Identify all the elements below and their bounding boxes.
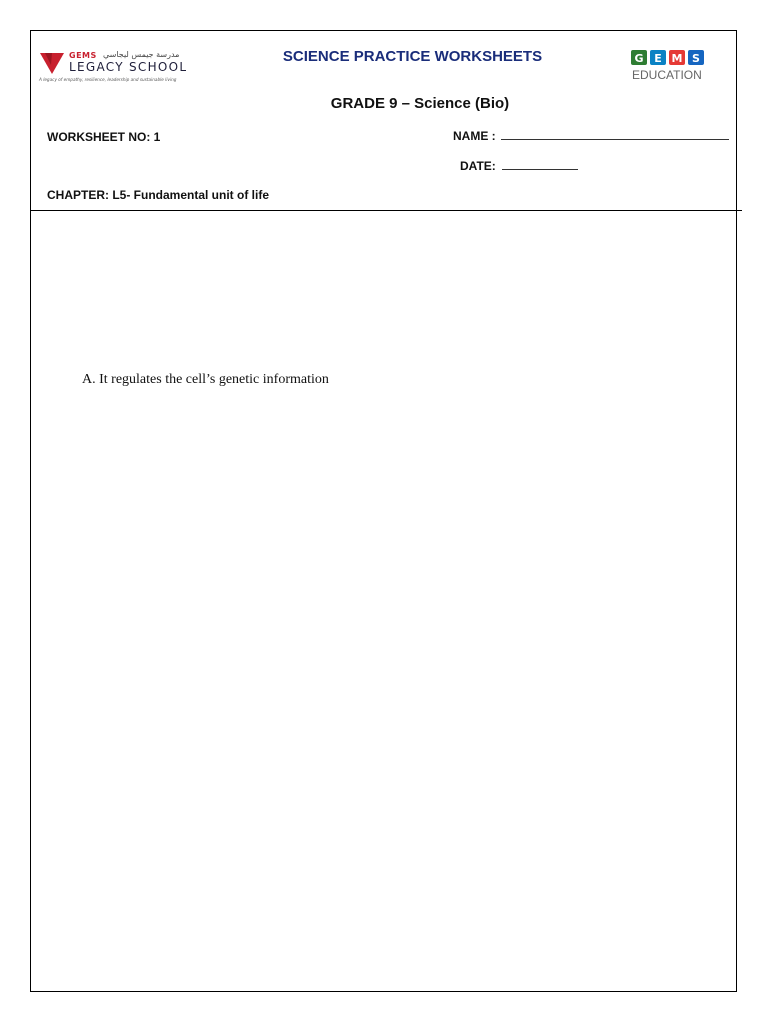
school-brand: GEMS	[69, 51, 97, 60]
answer-option: A. It regulates the cell’s genetic information	[82, 372, 329, 387]
svg-text:G: G	[634, 52, 644, 65]
gems-education-logo	[628, 48, 708, 84]
svg-text:S: S	[692, 52, 700, 65]
school-name: LEGACY SCHOOL	[69, 60, 188, 74]
date-row	[460, 159, 578, 173]
school-emblem-icon	[39, 51, 65, 75]
series-title: SCIENCE PRACTICE WORKSHEETS	[282, 48, 543, 65]
school-arabic-name: مدرسة جيمس ليجاسي	[103, 50, 180, 59]
svg-text:M: M	[671, 52, 683, 65]
svg-text:E: E	[654, 52, 662, 65]
header-divider	[30, 210, 742, 211]
school-tagline: A legacy of empathy, resilience, leadership and sustainable living	[39, 77, 177, 82]
school-logo	[39, 49, 234, 89]
grade-title: GRADE 9 – Science (Bio)	[330, 95, 510, 112]
name-label: NAME :	[453, 129, 496, 143]
date-input-line[interactable]	[502, 159, 578, 170]
name-row	[453, 129, 729, 143]
chapter-label: CHAPTER: L5- Fundamental unit of life	[47, 188, 269, 202]
gems-mark-icon	[630, 48, 706, 68]
date-label: DATE:	[460, 159, 496, 173]
name-input-line[interactable]	[501, 129, 729, 140]
worksheet-number: WORKSHEET NO: 1	[47, 130, 161, 144]
education-word: EDUCATION	[632, 68, 702, 82]
worksheet-page	[30, 30, 737, 992]
